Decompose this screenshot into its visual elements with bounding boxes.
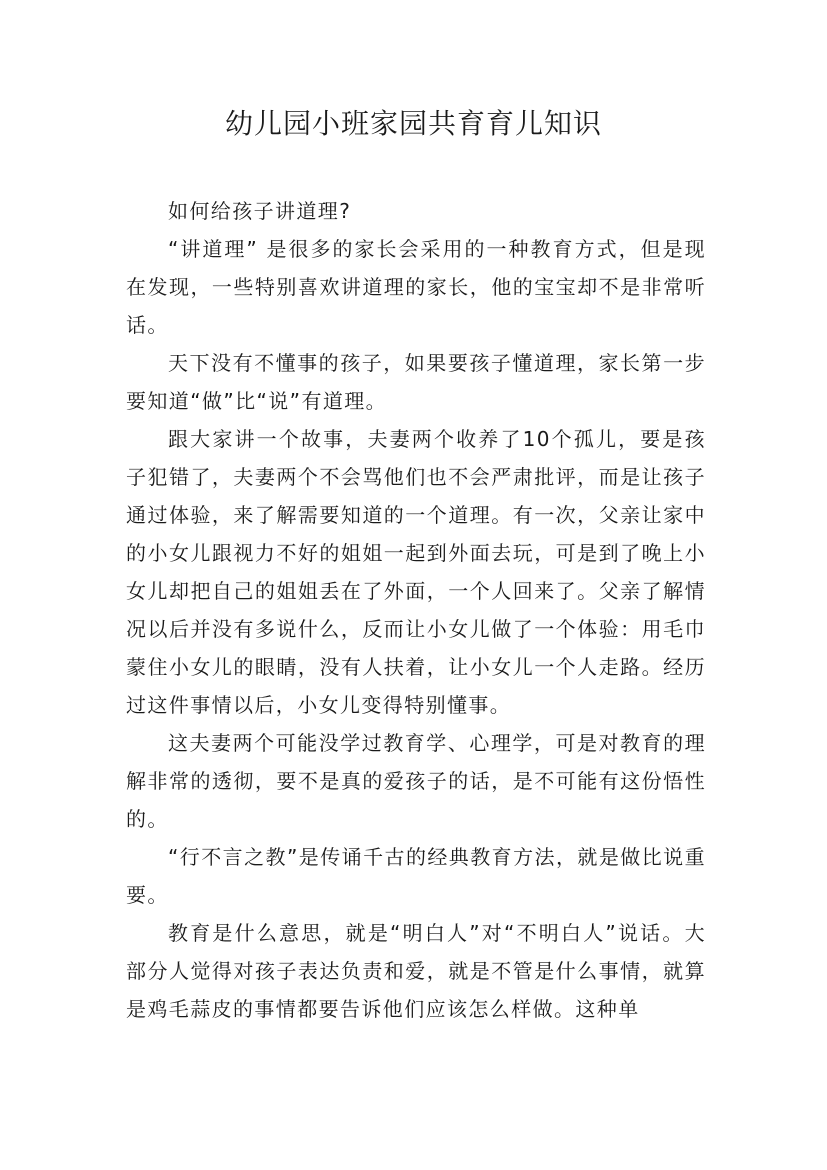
paragraph: “讲道理” 是很多的家长会采用的一种教育方式，但是现在发现，一些特别喜欢讲道理的家长，他的宝宝却不是非常听话。 — [126, 237, 706, 337]
paragraph: “行不言之教”是传诵千古的经典教育方法，就是做比说重要。 — [126, 845, 706, 907]
document-title: 幼儿园小班家园共育育儿知识 — [224, 107, 602, 140]
document-body — [126, 192, 706, 1028]
paragraph: 教育是什么意思，就是“明白人”对“不明白人”说话。大部分人觉得对孩子表达负责和爱，就是不管是什么事情，就算是鸡毛蒜皮的事情都要告诉他们应该怎么样做。这种单 — [126, 921, 706, 1021]
paragraph: 跟大家讲一个故事，夫妻两个收养了10个孤儿，要是孩子犯错了，夫妻两个不会骂他们也不会严肃批评，而是让孩子通过体验，来了解需要知道的一个道理。有一次，父亲让家中的小女儿跟视力不好的姐姐一起到外面去玩，可是到了晚上小女儿却把自己的姐姐丢在了外面，一个人回来了。父亲了解情况以后并没有多说什么，反而让小女儿做了一个体验：用毛巾蒙住小女儿的眼睛，没有人扶着，让小女儿一个人走路。经历过这件事情以后，小女儿变得特别懂事。 — [126, 427, 706, 717]
paragraph: 这夫妻两个可能没学过教育学、心理学，可是对教育的理解非常的透彻，要不是真的爱孩子的话，是不可能有这份悟性的。 — [126, 731, 706, 831]
paragraph: 如何给孩子讲道理? — [168, 199, 352, 223]
paragraph: 天下没有不懂事的孩子，如果要孩子懂道理，家长第一步要知道“做”比“说”有道理。 — [126, 351, 706, 413]
